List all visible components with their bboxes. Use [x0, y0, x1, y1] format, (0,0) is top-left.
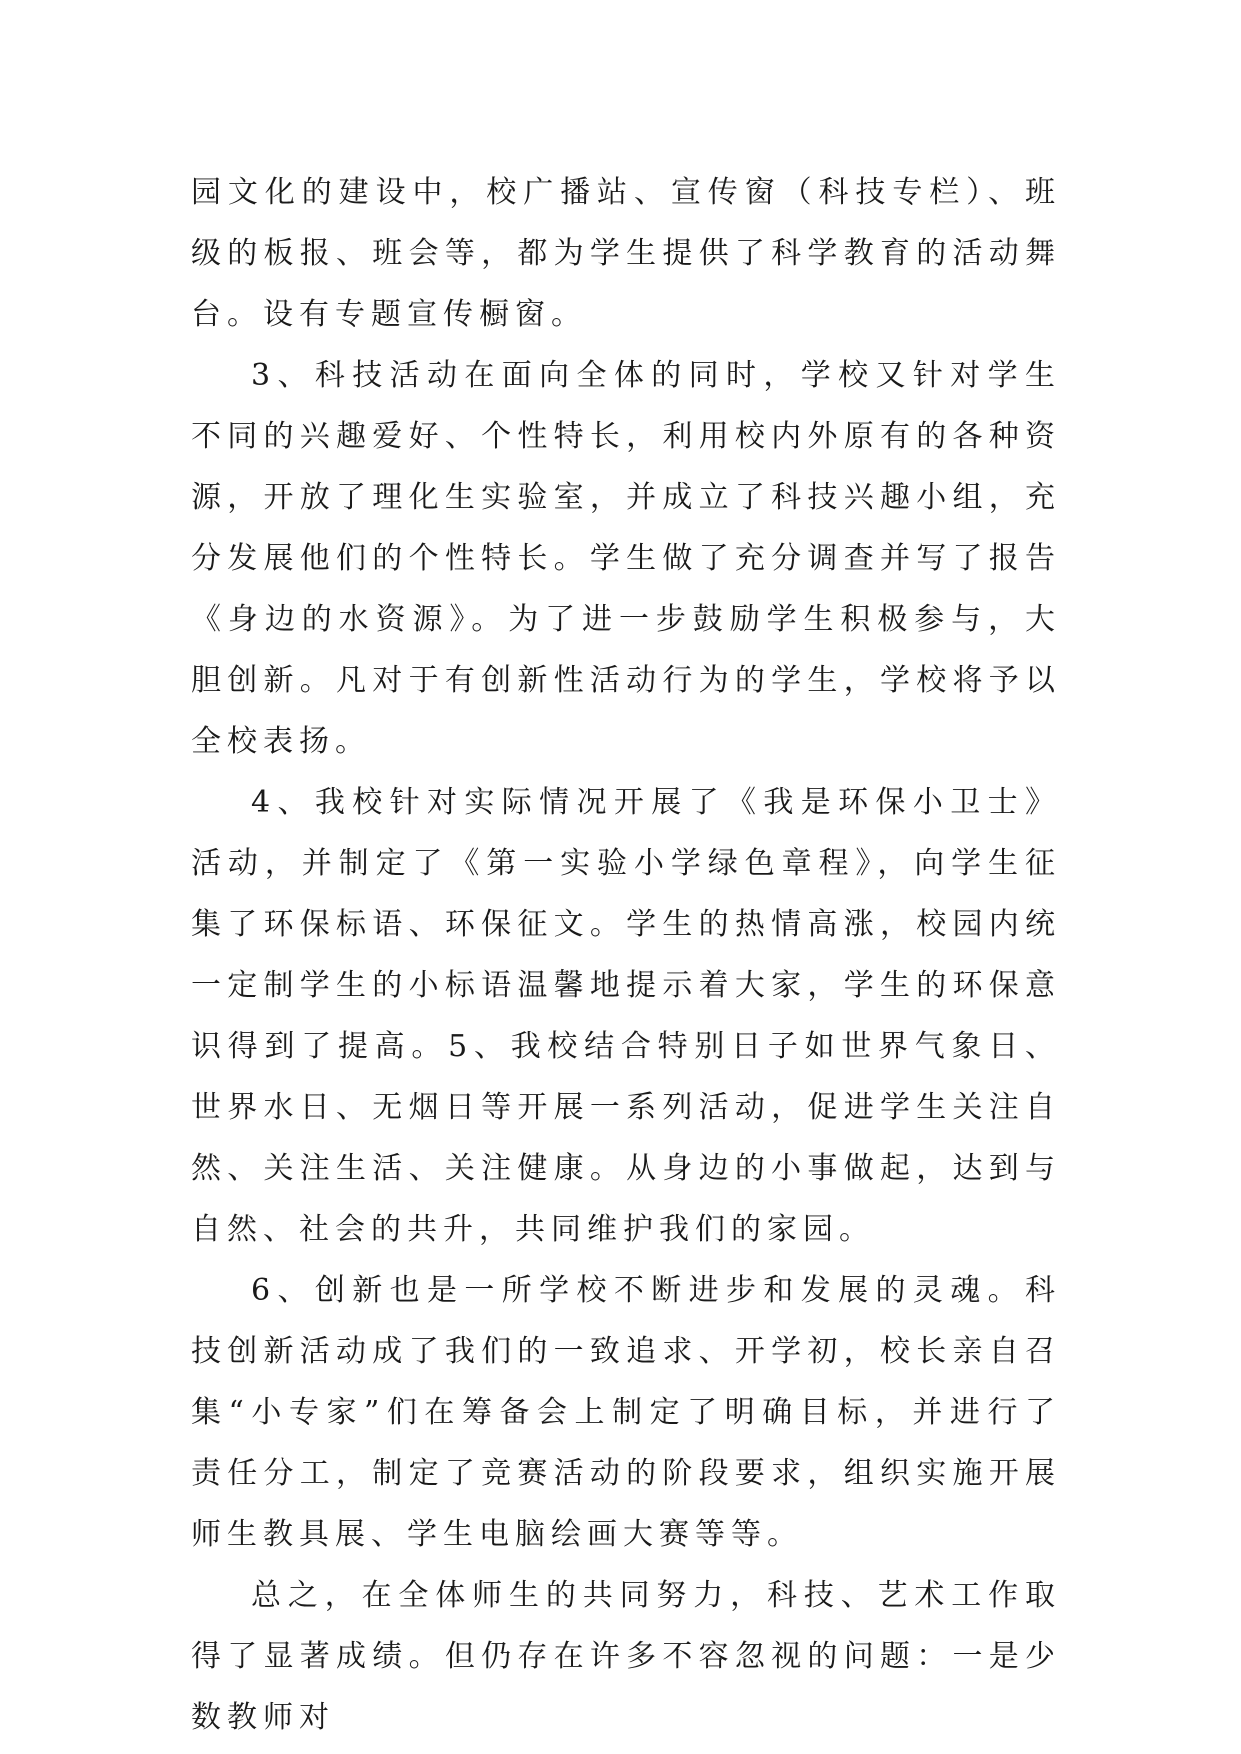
paragraph-summary: 总之，在全体师生的共同努力，科技、艺术工作取得了显著成绩。但仍存在许多不容忽视的问题：一是少数教师对 — [191, 1578, 1061, 1735]
document-body — [191, 162, 1061, 1748]
paragraph-item-4-5: 4、我校针对实际情况开展了《我是环保小卫士》活动，并制定了《第一实验小学绿色章程》，向学生征集了环保标语、环保征文。学生的热情高涨，校园内统一定制学生的小标语温馨地提示着大家，学生的环保意识得到了提高。5、我校结合特别日子如世界气象日、世界水日、无烟日等开展一系列活动，促进学生关注自然、关注生活、关注健康。从身边的小事做起，达到与自然、社会的共升，共同维护我们的家园。 — [191, 785, 1061, 1247]
paragraph-continuation: 园文化的建设中，校广播站、宣传窗（科技专栏）、班级的板报、班会等，都为学生提供了科学教育的活动舞台。设有专题宣传橱窗。 — [191, 175, 1061, 332]
paragraph-item-6: 6、创新也是一所学校不断进步和发展的灵魂。科技创新活动成了我们的一致追求、开学初，校长亲自召集“小专家”们在筹备会上制定了明确目标，并进行了责任分工，制定了竞赛活动的阶段要求，组织实施开展师生教具展、学生电脑绘画大赛等等。 — [191, 1273, 1061, 1552]
paragraph-item-3: 3、科技活动在面向全体的同时，学校又针对学生不同的兴趣爱好、个性特长，利用校内外原有的各种资源，开放了理化生实验室，并成立了科技兴趣小组，充分发展他们的个性特长。学生做了充分调查并写了报告《身边的水资源》。为了进一步鼓励学生积极参与，大胆创新。凡对于有创新性活动行为的学生，学校将予以全校表扬。 — [191, 358, 1061, 759]
